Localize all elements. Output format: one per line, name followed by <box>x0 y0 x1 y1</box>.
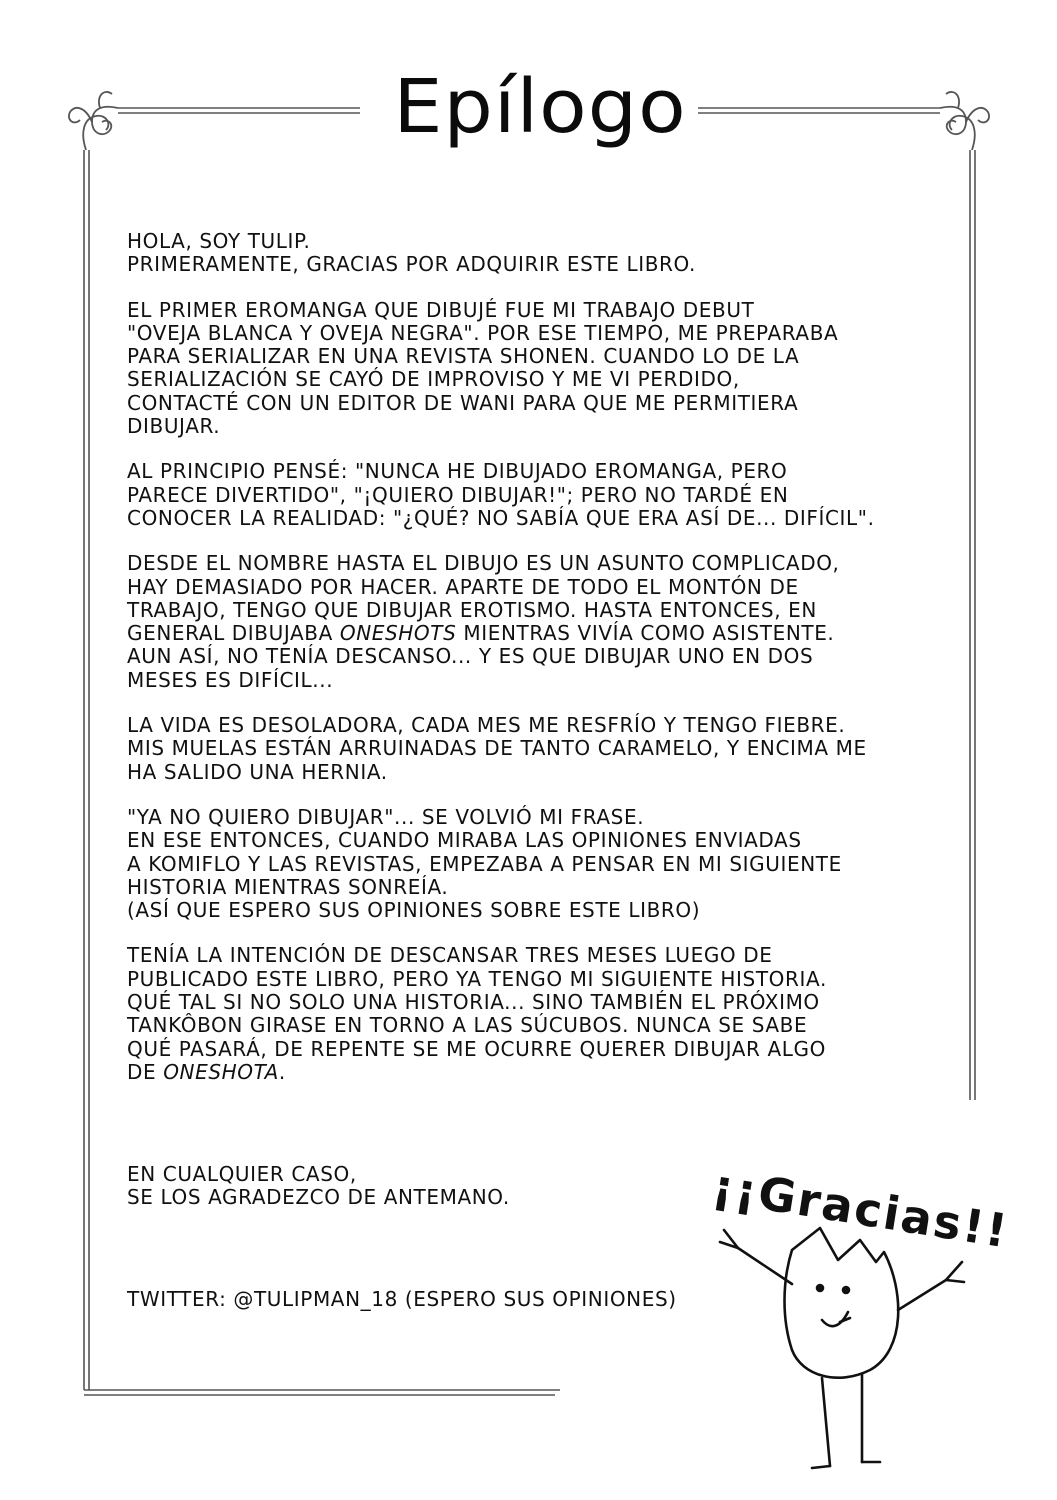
epilogue-body <box>127 230 927 1106</box>
text-line: DIBUJAR. <box>127 414 221 439</box>
text-line: CONOCER LA REALIDAD: "¿QUÉ? NO SABÍA QUE ERA ASÍ DE... DIFÍCIL". <box>127 505 875 530</box>
page-title: Epílogo <box>393 64 687 150</box>
text-line: CONTACTÉ CON UN EDITOR DE WANI PARA QUE ME PERMITIERA <box>127 390 799 415</box>
signoff-line: EN CUALQUIER CASO, <box>127 1162 357 1186</box>
text-line: DE ONESHOTA. <box>127 1059 286 1084</box>
italic-word: ONESHOTS <box>339 621 457 646</box>
text-line: MESES ES DIFÍCIL... <box>127 667 334 692</box>
paragraph-intro <box>127 230 927 277</box>
text-line: A KOMIFLO Y LAS REVISTAS, EMPEZABA A PENSAR EN MI SIGUIENTE <box>127 851 842 876</box>
text-line: AL PRINCIPIO PENSÉ: "NUNCA HE DIBUJADO EROMANGA, PERO <box>127 459 788 484</box>
text-line: PARA SERIALIZAR EN UNA REVISTA SHONEN. CUANDO LO DE LA <box>127 344 800 369</box>
text-line: QUÉ PASARÁ, DE REPENTE SE ME OCURRE QUERER DIBUJAR ALGO <box>127 1036 826 1061</box>
text-line: PARECE DIVERTIDO", "¡QUIERO DIBUJAR!"; PERO NO TARDÉ EN <box>127 482 789 507</box>
text-line: EL PRIMER EROMANGA QUE DIBUJÉ FUE MI TRABAJO DEBUT <box>127 297 755 322</box>
tulip-mascot-drawing <box>700 1200 1000 1490</box>
text-line: TRABAJO, TENGO QUE DIBUJAR EROTISMO. HASTA ENTONCES, EN <box>127 597 817 622</box>
text-line: EN ESE ENTONCES, CUANDO MIRABA LAS OPINIONES ENVIADAS <box>127 828 802 853</box>
text-line: PUBLICADO ESTE LIBRO, PERO YA TENGO MI SIGUIENTE HISTORIA. <box>127 966 827 991</box>
text-line: (ASÍ QUE ESPERO SUS OPINIONES SOBRE ESTE LIBRO) <box>127 898 701 923</box>
twitter-line: TWITTER: @TULIPMAN_18 (ESPERO SUS OPINIONES) <box>127 1287 677 1311</box>
text-line: "YA NO QUIERO DIBUJAR"... SE VOLVIÓ MI FRASE. <box>127 804 645 829</box>
text-line: AUN ASÍ, NO TENÍA DESCANSO... Y ES QUE DIBUJAR UNO EN DOS <box>127 644 814 669</box>
text-line: HOLA, SOY TULIP. <box>127 229 311 253</box>
text-line: QUÉ TAL SI NO SOLO UNA HISTORIA... SINO TAMBIÉN EL PRÓXIMO <box>127 990 820 1015</box>
text-line: MIS MUELAS ESTÁN ARRUINADAS DE TANTO CARAMELO, Y ENCIMA ME <box>127 736 867 761</box>
signoff <box>127 1163 647 1210</box>
paragraph-next-story <box>127 944 927 1084</box>
paragraph-life <box>127 714 927 784</box>
text-line: TANKÔBON GIRASE EN TORNO A LAS SÚCUBOS. NUNCA SE SABE <box>127 1013 808 1038</box>
italic-word: ONESHOTA <box>163 1059 279 1084</box>
signoff-line: SE LOS AGRADEZCO DE ANTEMANO. <box>127 1185 510 1210</box>
corner-flourish-right <box>940 92 989 150</box>
text-line: HA SALIDO UNA HERNIA. <box>127 759 388 784</box>
text-line: LA VIDA ES DESOLADORA, CADA MES ME RESFRÍO Y TENGO FIEBRE. <box>127 713 846 738</box>
text-line: DESDE EL NOMBRE HASTA EL DIBUJO ES UN ASUNTO COMPLICADO, <box>127 551 840 576</box>
text-line: SERIALIZACIÓN SE CAYÓ DE IMPROVISO Y ME VI PERDIDO, <box>127 367 740 392</box>
text-line: TENÍA LA INTENCIÓN DE DESCANSAR TRES MESES LUEGO DE <box>127 943 773 968</box>
thanks-text: ¡¡Gracias!! <box>709 1158 1013 1259</box>
paragraph-opinions <box>127 806 927 922</box>
paragraph-complicated <box>127 552 927 692</box>
text-line: "OVEJA BLANCA Y OVEJA NEGRA". POR ESE TIEMPO, ME PREPARABA <box>127 320 839 345</box>
text-line: PRIMERAMENTE, GRACIAS POR ADQUIRIR ESTE LIBRO. <box>127 252 697 277</box>
text-line: GENERAL DIBUJABA ONESHOTS MIENTRAS VIVÍA COMO ASISTENTE. <box>127 621 835 646</box>
text-line: HISTORIA MIENTRAS SONREÍA. <box>127 874 449 899</box>
paragraph-beginning <box>127 460 927 530</box>
corner-flourish-left <box>69 92 118 150</box>
paragraph-debut <box>127 299 927 439</box>
text-line: HAY DEMASIADO POR HACER. APARTE DE TODO EL MONTÓN DE <box>127 574 799 599</box>
